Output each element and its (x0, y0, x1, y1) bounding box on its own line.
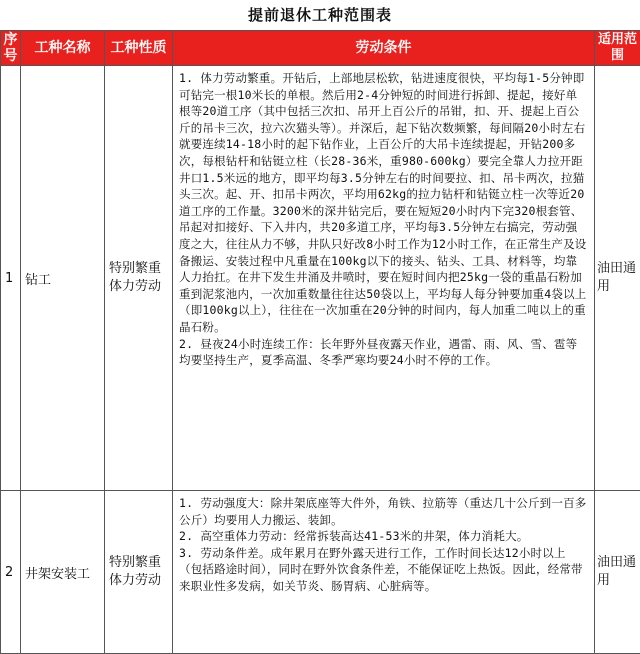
row-job-name: 钻工 (21, 66, 105, 491)
page-title: 提前退休工种范围表 (0, 0, 640, 30)
header-seq: 序号 (1, 31, 21, 66)
condition-item: 2. 昼夜24小时连续工作：长年野外昼夜露天作业，遇雷、雨、风、雪、雹等均要坚持生产，夏季高温、冬季严寒均要24小时不停的工作。 (179, 336, 588, 369)
row-scope: 油田通用 (595, 491, 640, 654)
condition-item: 3. 劳动条件差。成年累月在野外露天进行工作，工作时间长达12小时以上（包括路途时间），同时在野外饮食条件差，不能保证吃上热饭。因此，经常带来职业性多发病，如关节炎、肠胃病、心脏病等。 (179, 545, 588, 595)
header-job-name: 工种名称 (21, 31, 105, 66)
header-scope: 适用范围 (595, 31, 640, 66)
header-job-nature: 工种性质 (105, 31, 173, 66)
table-header-row (1, 31, 640, 66)
row-job-nature: 特别繁重体力劳动 (105, 491, 173, 654)
row-conditions (173, 66, 595, 491)
table-row (1, 491, 640, 654)
row-conditions (173, 491, 595, 654)
job-type-table (0, 30, 640, 654)
row-job-nature: 特别繁重体力劳动 (105, 66, 173, 491)
row-seq: 1 (1, 66, 21, 491)
header-conditions: 劳动条件 (173, 31, 595, 66)
table-row (1, 66, 640, 491)
row-seq: 2 (1, 491, 21, 654)
condition-item: 2. 高空重体力劳动：经常拆装高达41-53米的井架，体力消耗大。 (179, 528, 588, 545)
condition-item: 1. 体力劳动繁重。开钻后，上部地层松软，钻进速度很快，平均每1-5分钟即可钻完一根10米长的单根。然后用2-4分钟短的时间进行拆卸、提起，接好单根等20道工序（其中包括三次扣、吊开上百公斤的吊钳，扣、开、提起上百公斤的吊卡三次，拉六次猫头等）。并深后，起下钻次数频繁，每间隔20小时左右就要连续14-18小时的起下钻作业，上百公斤的大吊卡连续提起，开钻200多次，每根钻杆和钻铤立柱（长28-36米，重980-600kg）要完全靠人力拉开距井口1.5米远的地方，即平均每3.5分钟左右的时间要拉、扣、吊卡两次，拉猫头三次。起、开、扣吊卡两次，平均用62kg的拉力钻杆和钻铤立柱一次等近20道工序的工作量。3200米的深井钻完后，要在短短20小时内下完320根套管、吊起对扣接好、下入井内，共20多道工序，平均每3.5分钟左右搞完，劳动强度之大，往往从力不够，井队只好改8小时工作为12小时工作，在正常生产及设备搬运、安装过程中凡重量在100kg以下的接头、钻头、工具、材料等，均靠人力抬扛。在井下发生井涌及井喷时，要在短时间内把25kg一袋的重晶石粉加重到泥浆池内，一次加重数量往往达50袋以上，平均每人每分钟要加重4袋以上（即100kg以上），往往在一次加重在20分钟的时间内，每人加重二吨以上的重晶石粉。 (179, 70, 588, 336)
row-scope: 油田通用 (595, 66, 640, 491)
row-job-name: 井架安装工 (21, 491, 105, 654)
condition-item: 1. 劳动强度大：除井架底座等大件外，角铁、拉筋等（重达几十公斤到一百多公斤）均要用人力搬运、装卸。 (179, 495, 588, 528)
